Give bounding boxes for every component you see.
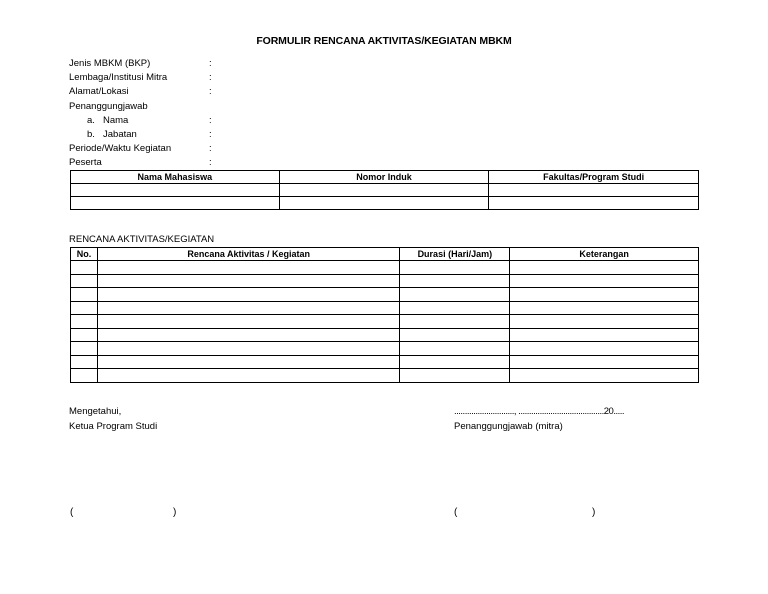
table-cell[interactable] — [71, 301, 98, 315]
table-row — [71, 328, 699, 342]
table-row — [71, 301, 699, 315]
table-cell[interactable] — [510, 342, 699, 356]
field-label: Peserta — [69, 157, 102, 169]
field-label: Periode/Waktu Kegiatan — [69, 143, 172, 155]
header-rencana-aktivitas: Rencana Aktivitas / Kegiatan — [97, 248, 399, 261]
field-jabatan — [69, 128, 269, 142]
field-colon: : — [209, 128, 212, 140]
signature-date-line: ............................, ........................................20..... — [454, 406, 625, 417]
table-cell[interactable] — [71, 261, 98, 275]
table-cell[interactable] — [400, 328, 510, 342]
field-label: Jenis MBKM (BKP) — [69, 58, 151, 69]
field-label-text: Jabatan — [103, 128, 137, 140]
list-marker: a. — [87, 114, 95, 126]
table-cell[interactable] — [400, 301, 510, 315]
header-nama-mahasiswa: Nama Mahasiswa — [71, 171, 280, 184]
table-cell[interactable] — [400, 355, 510, 369]
table-row — [71, 342, 699, 356]
table-cell[interactable] — [71, 342, 98, 356]
field-colon: : — [209, 86, 212, 98]
signature-paren-open-left: ( — [70, 507, 74, 518]
table-cell[interactable] — [97, 288, 399, 302]
header-durasi: Durasi (Hari/Jam) — [400, 248, 510, 261]
table-cell[interactable] — [71, 197, 280, 210]
table-cell[interactable] — [489, 184, 699, 197]
field-colon: : — [209, 58, 212, 69]
table-cell[interactable] — [400, 369, 510, 383]
header-nomor-induk: Nomor Induk — [279, 171, 489, 184]
table-cell[interactable] — [510, 288, 699, 302]
header-keterangan: Keterangan — [510, 248, 699, 261]
table-header-row — [71, 248, 699, 261]
table-row — [71, 261, 699, 275]
table-cell[interactable] — [71, 369, 98, 383]
signature-acknowledge-text: Mengetahui, — [69, 406, 122, 417]
table-cell[interactable] — [97, 369, 399, 383]
table-cell[interactable] — [97, 315, 399, 329]
table-cell[interactable] — [71, 315, 98, 329]
table-cell[interactable] — [97, 261, 399, 275]
table-cell[interactable] — [97, 342, 399, 356]
field-colon: : — [209, 72, 212, 84]
activity-section-label: RENCANA AKTIVITAS/KEGIATAN — [69, 234, 215, 245]
field-colon: : — [209, 114, 212, 126]
field-colon: : — [209, 157, 212, 169]
table-cell[interactable] — [97, 328, 399, 342]
table-row — [71, 355, 699, 369]
field-penanggungjawab — [69, 100, 269, 114]
table-cell[interactable] — [510, 355, 699, 369]
header-no: No. — [71, 248, 98, 261]
activity-table — [70, 247, 699, 383]
field-lembaga-mitra — [69, 71, 269, 85]
signature-paren-close-left: ) — [173, 507, 177, 518]
field-colon: : — [209, 143, 212, 155]
table-row — [71, 184, 699, 197]
table-row — [71, 369, 699, 383]
table-cell[interactable] — [510, 261, 699, 275]
table-cell[interactable] — [510, 274, 699, 288]
table-cell[interactable] — [97, 355, 399, 369]
table-cell[interactable] — [279, 197, 489, 210]
table-cell[interactable] — [400, 342, 510, 356]
signature-role-left: Ketua Program Studi — [69, 421, 158, 432]
field-alamat-lokasi — [69, 85, 269, 99]
table-cell[interactable] — [279, 184, 489, 197]
participants-table — [70, 170, 699, 210]
table-cell[interactable] — [71, 328, 98, 342]
header-fakultas-prodi: Fakultas/Program Studi — [489, 171, 699, 184]
form-fields — [69, 57, 269, 171]
signature-block-left — [69, 404, 157, 434]
table-cell[interactable] — [71, 184, 280, 197]
field-nama — [69, 114, 269, 128]
signature-block-right — [454, 404, 624, 434]
field-label-text: Nama — [103, 114, 129, 126]
field-jenis-mbkm — [69, 57, 269, 71]
field-label: Alamat/Lokasi — [69, 86, 129, 98]
table-row — [71, 288, 699, 302]
field-label — [69, 128, 137, 142]
table-cell[interactable] — [510, 369, 699, 383]
field-peserta — [69, 156, 269, 170]
table-cell[interactable] — [510, 328, 699, 342]
field-label: Penanggungjawab — [69, 100, 148, 112]
field-label: Lembaga/Institusi Mitra — [69, 72, 168, 84]
table-row — [71, 274, 699, 288]
table-cell[interactable] — [510, 301, 699, 315]
table-cell[interactable] — [489, 197, 699, 210]
table-row — [71, 315, 699, 329]
table-cell[interactable] — [97, 274, 399, 288]
table-row — [71, 197, 699, 210]
table-cell[interactable] — [400, 288, 510, 302]
table-cell[interactable] — [97, 301, 399, 315]
form-title: FORMULIR RENCANA AKTIVITAS/KEGIATAN MBKM — [256, 35, 512, 47]
list-marker: b. — [87, 128, 95, 140]
signature-role-right: Penanggungjawab (mitra) — [454, 421, 563, 432]
signature-paren-open-right: ( — [454, 507, 458, 518]
table-cell[interactable] — [71, 288, 98, 302]
table-cell[interactable] — [510, 315, 699, 329]
table-cell[interactable] — [400, 315, 510, 329]
field-label — [69, 114, 128, 128]
table-cell[interactable] — [71, 274, 98, 288]
table-cell[interactable] — [400, 274, 510, 288]
table-cell[interactable] — [71, 355, 98, 369]
signature-paren-close-right: ) — [592, 507, 596, 518]
table-cell[interactable] — [400, 261, 510, 275]
field-periode-waktu — [69, 142, 269, 156]
table-header-row — [71, 171, 699, 184]
